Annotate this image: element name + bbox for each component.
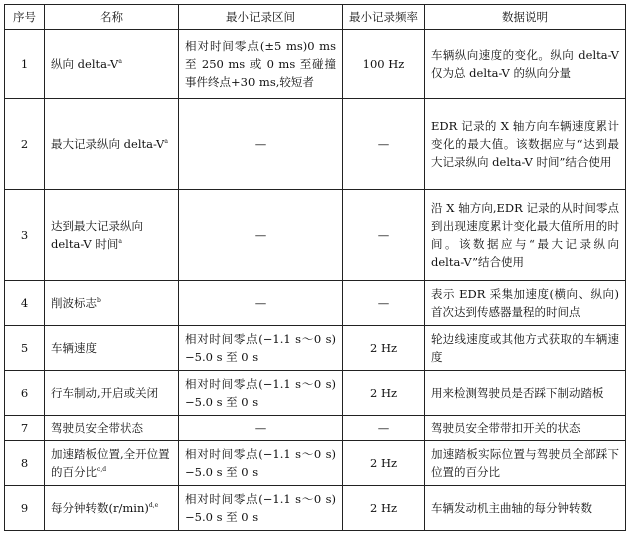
item-name [45, 416, 179, 441]
item-name-text: 行车制动,开启或关闭 [51, 386, 159, 400]
min-record-range-text: 相对时间零点(±5 ms)0 ms至 250 ms 或 0 ms 至碰撞事件终点+30 ms,较短者 [185, 39, 336, 89]
min-record-range-text: — [254, 421, 267, 435]
item-name-text: 削波标志 [51, 296, 97, 310]
item-name [45, 30, 179, 99]
min-record-range [179, 416, 343, 441]
min-record-range [179, 281, 343, 326]
data-description-text: 表示 EDR 采集加速度(横向、纵向)首次达到传感器量程的时间点 [431, 287, 619, 319]
min-record-frequency-text: — [377, 296, 390, 310]
table-row [5, 30, 626, 99]
row-number [5, 30, 45, 99]
data-description-text: EDR 记录的 X 轴方向车辆速度累计变化的最大值。该数据应与“达到最大记录纵向 delta-V 时间”结合使用 [431, 119, 619, 169]
item-name-text: 达到最大记录纵向 delta-V 时间 [51, 219, 143, 251]
min-record-range [179, 30, 343, 99]
data-description-text: 沿 X 轴方向,EDR 记录的从时间零点到出现速度累计变化最大值所用的时间。该数据应与“最大记录纵向 delta-V”结合使用 [431, 201, 619, 269]
min-record-range-text: — [254, 137, 267, 151]
item-name-text: 加速踏板位置,全开位置的百分比 [51, 447, 170, 479]
min-record-frequency-text: 2 Hz [369, 501, 398, 515]
min-record-frequency-text: — [377, 137, 390, 151]
item-name-text: 纵向 delta-V [51, 57, 119, 71]
table-row [5, 486, 626, 531]
footnote-marker: c,d [97, 466, 107, 474]
min-record-range [179, 371, 343, 416]
footnote-marker: d,e [148, 502, 159, 510]
item-name [45, 281, 179, 326]
item-name [45, 441, 179, 486]
row-number-text: 6 [20, 386, 29, 400]
table-row [5, 416, 626, 441]
data-description [425, 99, 626, 190]
min-record-frequency-text: 2 Hz [369, 456, 398, 470]
data-description [425, 190, 626, 281]
item-name [45, 486, 179, 531]
data-description [425, 326, 626, 371]
min-record-range-text: 相对时间零点(−1.1 s～0 s)−5.0 s 至 0 s [185, 447, 336, 479]
min-record-range-text: — [254, 296, 267, 310]
min-record-frequency [343, 99, 425, 190]
row-number-text: 8 [20, 456, 29, 470]
row-number-text: 5 [20, 341, 29, 355]
min-record-range-text: 相对时间零点(−1.1 s～0 s)−5.0 s 至 0 s [185, 377, 336, 409]
item-name [45, 190, 179, 281]
table-header-row [5, 5, 626, 30]
min-record-frequency [343, 281, 425, 326]
table-row [5, 190, 626, 281]
data-description [425, 281, 626, 326]
row-number [5, 281, 45, 326]
min-record-frequency [343, 441, 425, 486]
min-record-range-text: 相对时间零点(−1.1 s～0 s)−5.0 s 至 0 s [185, 332, 336, 364]
table-row [5, 281, 626, 326]
min-record-range [179, 99, 343, 190]
item-name-text: 驾驶员安全带状态 [51, 421, 143, 435]
header-range: 最小记录区间 [179, 5, 343, 30]
min-record-range [179, 486, 343, 531]
data-description-text: 用来检测驾驶员是否踩下制动踏板 [431, 386, 604, 400]
data-description-text: 车辆发动机主曲轴的每分钟转数 [431, 501, 592, 515]
data-description-text: 驾驶员安全带带扣开关的状态 [431, 421, 581, 435]
row-number [5, 99, 45, 190]
row-number-text: 7 [20, 421, 29, 435]
data-description [425, 441, 626, 486]
row-number [5, 441, 45, 486]
min-record-range-text: — [254, 228, 267, 242]
min-record-frequency-text: 2 Hz [369, 341, 398, 355]
row-number [5, 190, 45, 281]
row-number [5, 326, 45, 371]
table-row [5, 99, 626, 190]
data-description-text: 轮边线速度或其他方式获取的车辆速度 [431, 332, 619, 364]
footnote-marker: a [118, 238, 122, 246]
data-description-text: 加速踏板实际位置与驾驶员全部踩下位置的百分比 [431, 447, 619, 479]
row-number [5, 416, 45, 441]
row-number [5, 486, 45, 531]
item-name-text: 最大记录纵向 delta-V [51, 137, 165, 151]
min-record-frequency [343, 416, 425, 441]
row-number-text: 3 [20, 228, 29, 242]
min-record-frequency-text: 2 Hz [369, 386, 398, 400]
header-name: 名称 [45, 5, 179, 30]
row-number-text: 9 [20, 501, 29, 515]
min-record-frequency-text: — [377, 421, 390, 435]
footnote-marker: a [164, 138, 168, 146]
data-description-text: 车辆纵向速度的变化。纵向 delta-V 仅为总 delta-V 的纵向分量 [431, 48, 619, 80]
table-row [5, 371, 626, 416]
header-no: 序号 [5, 5, 45, 30]
row-number-text: 1 [20, 57, 29, 71]
data-elements-table [4, 4, 626, 531]
min-record-frequency-text: 100 Hz [362, 57, 405, 71]
item-name-text: 车辆速度 [51, 341, 97, 355]
table-row [5, 441, 626, 486]
item-name-text: 每分钟转数(r/min) [51, 501, 149, 515]
footnote-marker: b [97, 297, 101, 305]
data-description [425, 371, 626, 416]
data-description [425, 486, 626, 531]
min-record-range [179, 190, 343, 281]
item-name [45, 371, 179, 416]
row-number [5, 371, 45, 416]
item-name [45, 326, 179, 371]
data-description [425, 30, 626, 99]
min-record-frequency [343, 30, 425, 99]
data-description [425, 416, 626, 441]
item-name [45, 99, 179, 190]
min-record-frequency [343, 371, 425, 416]
min-record-range [179, 441, 343, 486]
min-record-frequency-text: — [377, 228, 390, 242]
header-freq: 最小记录频率 [343, 5, 425, 30]
row-number-text: 4 [20, 296, 29, 310]
min-record-range [179, 326, 343, 371]
table-row [5, 326, 626, 371]
min-record-frequency [343, 190, 425, 281]
header-desc: 数据说明 [425, 5, 626, 30]
min-record-frequency [343, 486, 425, 531]
footnote-marker: a [118, 58, 122, 66]
min-record-range-text: 相对时间零点(−1.1 s～0 s)−5.0 s 至 0 s [185, 492, 336, 524]
row-number-text: 2 [20, 137, 29, 151]
min-record-frequency [343, 326, 425, 371]
